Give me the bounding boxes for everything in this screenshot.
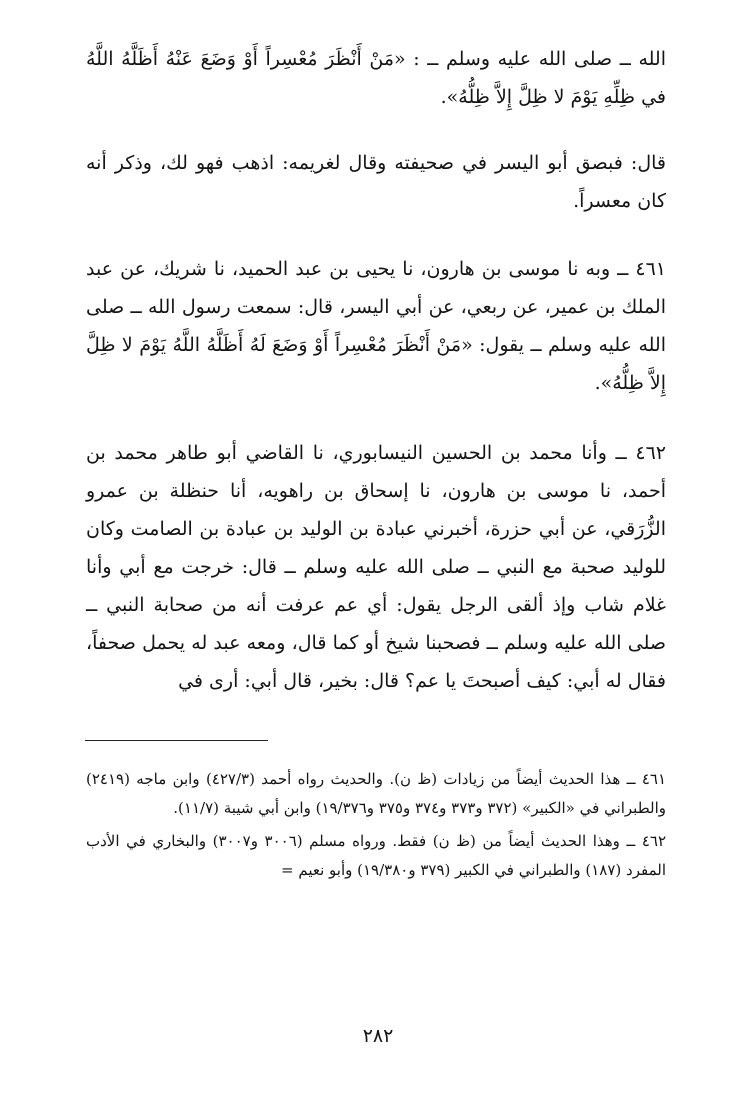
hadith-461: ٤٦١ ــ وبه نا موسى بن هارون، نا يحيى بن عبد الحميد، نا شريك، عن عبد الملك بن عمير، عن ربعي، عن أبي اليسر، قال: سمعت رسول الله ــ صلى الله عليه وسلم ــ يقول: «مَنْ أَنْظَرَ مُعْسِراً أَوْ وَضَعَ لَهُ أَظَلَّهُ اللَّهُ يَوْمَ لا ظِلَّ إِلاَّ ظِلُّهُ».	[86, 258, 666, 394]
hadith-462: ٤٦٢ ــ وأنا محمد بن الحسين النيسابوري، نا القاضي أبو طاهر محمد بن أحمد، نا موسى بن هارون، نا إسحاق بن راهويه، أنا حنظلة بن عمرو الزُّرَقي، عن أبي حزرة، أخبرني عبادة بن الوليد بن عبادة بن الصامت وكان للوليد صحبة مع النبي ــ صلى الله عليه وسلم ــ قال: خرجت مع أبي وأنا غلام شاب وإذ ألقى الرجل يقول: أي عم عرفت أنه من صحابة النبي ــ صلى الله عليه وسلم ــ فصحبنا شيخ أو كما قال، ومعه عبد له يحمل صحفاً، فقال له أبي: كيف أصبحتَ يا عم؟ قال: بخير، قال أبي: أرى في	[86, 442, 666, 692]
paragraph-abu-alyasar: قال: فبصق أبو اليسر في صحيفته وقال لغريمه: اذهب فهو لك، وذكر أنه كان معسراً.	[86, 152, 666, 212]
page-number: ٢٨٢	[362, 1025, 394, 1047]
footnote-divider	[85, 740, 268, 741]
footnote-461: ٤٦١ ــ هذا الحديث أيضاً من زيادات (ظ ن). والحديث رواه أحمد (٤٢٧/٣) وابن ماجه (٢٤١٩) والطبراني في «الكبير» (٣٧٢ و٣٧٣ و٣٧٤ و٣٧٥ و١٩/٣٧٦) وابن أبي شيبة (١١/٧).	[86, 770, 667, 817]
paragraph-continuation: الله ــ صلى الله عليه وسلم ــ : «مَنْ أَنْظَرَ مُعْسِراً أَوْ وَضَعَ عَنْهُ أَظَلَّهُ اللَّهُ في ظِلِّهِ يَوْمَ لا ظِلَّ إِلاَّ ظِلُّهُ».	[86, 48, 666, 108]
page-content	[86, 40, 666, 1070]
footnote-462: ٤٦٢ ــ وهذا الحديث أيضاً من (ظ ن) فقط. ورواه مسلم (٣٠٠٦ و٣٠٠٧) والبخاري في الأدب المفرد (١٨٧) والطبراني في الكبير (٣٧٩ و١٩/٣٨٠) وأبو نعيم =	[86, 832, 666, 879]
